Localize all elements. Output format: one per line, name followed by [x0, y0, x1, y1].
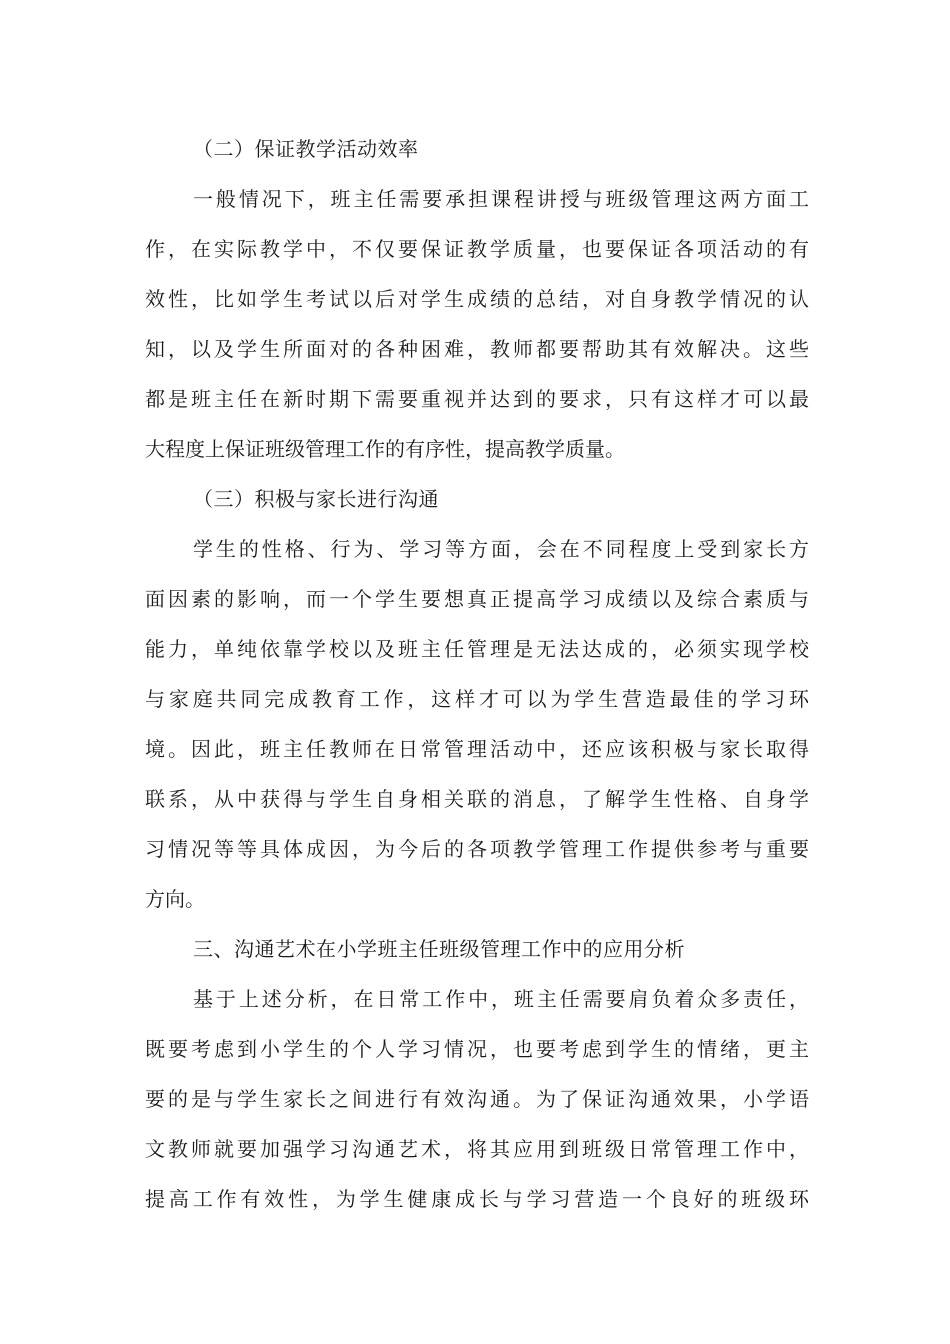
paragraph-line: 要的是与学生家长之间进行有效沟通。为了保证沟通效果，小学语	[145, 1087, 809, 1111]
paragraph-line: 作，在实际教学中，不仅要保证教学质量，也要保证各项活动的有	[145, 237, 809, 261]
paragraph-line: 大程度上保证班级管理工作的有序性，提高教学质量。	[145, 437, 625, 461]
paragraph-line: 学生的性格、行为、学习等方面，会在不同程度上受到家长方	[193, 537, 809, 561]
paragraph-line: 联系，从中获得与学生自身相关联的消息，了解学生性格、自身学	[145, 787, 809, 811]
paragraph-line: 都是班主任在新时期下需要重视并达到的要求，只有这样才可以最	[145, 387, 809, 411]
paragraph-line: 提高工作有效性，为学生健康成长与学习营造一个良好的班级环	[145, 1187, 809, 1211]
paragraph-line: 既要考虑到小学生的个人学习情况，也要考虑到学生的情绪，更主	[145, 1037, 809, 1061]
paragraph-line: 一般情况下，班主任需要承担课程讲授与班级管理这两方面工	[193, 187, 809, 211]
paragraph-line: 基于上述分析，在日常工作中，班主任需要肩负着众多责任，	[193, 987, 809, 1011]
paragraph-line: 面因素的影响，而一个学生要想真正提高学习成绩以及综合素质与	[145, 587, 809, 611]
section-heading-three: 三、沟通艺术在小学班主任班级管理工作中的应用分析	[193, 937, 685, 961]
paragraph-line: 境。因此，班主任教师在日常管理活动中，还应该积极与家长取得	[145, 737, 809, 761]
paragraph-line: 文教师就要加强学习沟通艺术，将其应用到班级日常管理工作中，	[145, 1137, 809, 1161]
section-heading-2: （二）保证教学活动效率	[193, 137, 419, 161]
paragraph-line: 效性，比如学生考试以后对学生成绩的总结，对自身教学情况的认	[145, 287, 809, 311]
paragraph-line: 知，以及学生所面对的各种困难，教师都要帮助其有效解决。这些	[145, 337, 809, 361]
paragraph-line: 能力，单纯依靠学校以及班主任管理是无法达成的，必须实现学校	[145, 637, 809, 661]
paragraph-line: 与家庭共同完成教育工作，这样才可以为学生营造最佳的学习环	[145, 687, 809, 711]
paragraph-line: 习情况等等具体成因，为今后的各项教学管理工作提供参考与重要	[145, 837, 809, 861]
section-heading-3: （三）积极与家长进行沟通	[193, 487, 439, 511]
paragraph-line: 方向。	[145, 887, 205, 911]
